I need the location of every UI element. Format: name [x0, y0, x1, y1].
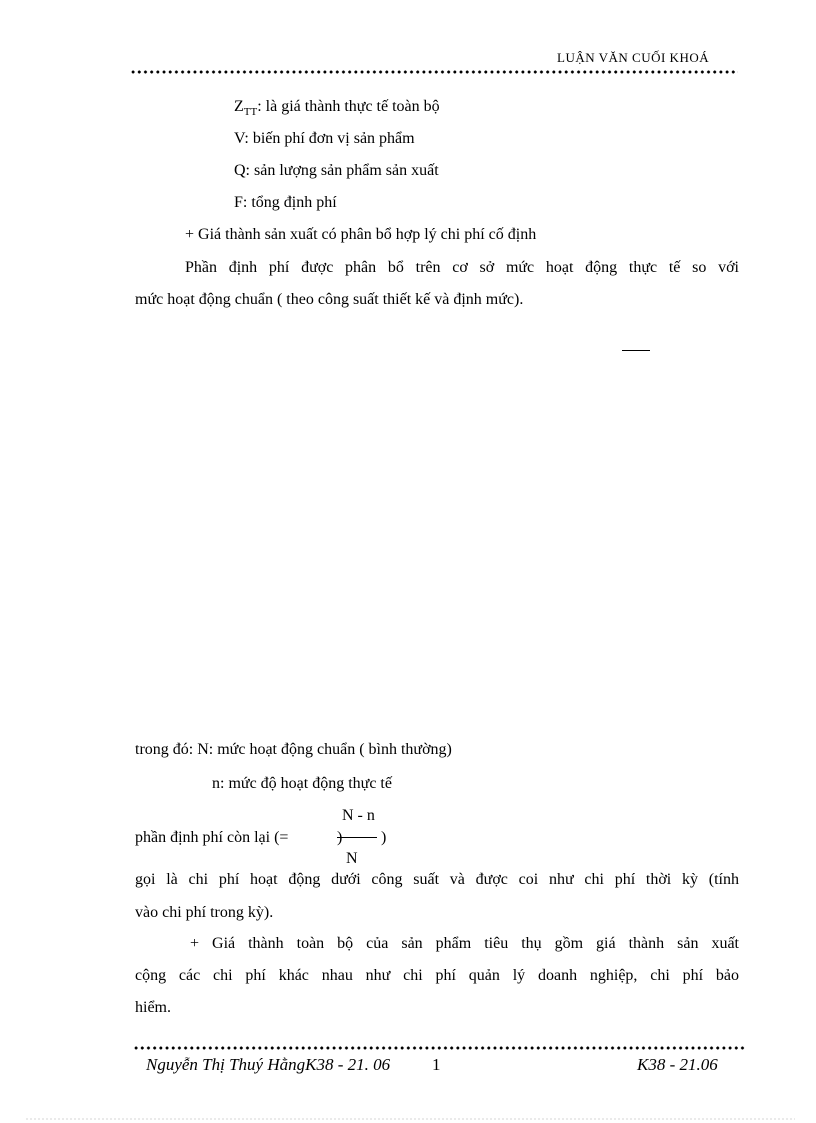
definition-symbol: Z	[234, 98, 244, 115]
paragraph-2-line-1: gọi là chi phí hoạt động dưới công suất và được coi như chi phí thời kỳ (tính	[135, 871, 739, 888]
bottom-faint-rule	[25, 1118, 795, 1120]
footer-author: Nguyễn Thị Thuý HằngK38 - 21. 06	[146, 1055, 391, 1074]
definition-ztt	[234, 97, 440, 122]
paragraph-1-line-1: Phần định phí được phân bổ trên cơ sở mức hoạt động thực tế so với	[185, 259, 739, 276]
formula-prefix: phần định phí còn lại (=	[135, 829, 289, 846]
footer-page-number: 1	[432, 1055, 441, 1074]
header-title: LUẬN VĂN CUỐI KHOÁ	[557, 50, 710, 65]
definition-q: Q: sản lượng sản phẩm sản xuất	[234, 162, 439, 179]
formula-denominator: N	[346, 850, 358, 867]
definition-text: : là giá thành thực tế toàn bộ	[257, 98, 440, 115]
formula-inner-paren	[337, 828, 342, 848]
definition-f: F: tổng định phí	[234, 194, 337, 211]
formula-fraction-rule	[622, 350, 650, 351]
footer-class-code: K38 - 21.06	[637, 1055, 718, 1074]
definition-v: V: biến phí đơn vị sản phẩm	[234, 130, 415, 147]
where-actual-activity: n: mức độ hoạt động thực tế	[212, 775, 392, 792]
header-dotted-rule	[130, 70, 738, 74]
formula-suffix: )	[381, 829, 387, 846]
formula-fraction-bar	[337, 837, 377, 838]
paragraph-3-line-2: cộng các chi phí khác nhau như chi phí quản lý doanh nghiệp, chi phí bảo	[135, 967, 739, 984]
footer-dotted-rule	[133, 1046, 745, 1050]
paragraph-1-line-2: mức hoạt động chuẩn ( theo công suất thiết kế và định mức).	[135, 291, 524, 308]
where-standard-activity: trong đó: N: mức hoạt động chuẩn ( bình thường)	[135, 741, 452, 758]
formula-numerator: N - n	[342, 807, 375, 824]
paragraph-2-line-2: vào chi phí trong kỳ).	[135, 904, 274, 921]
paragraph-3-line-3: hiểm.	[135, 999, 171, 1016]
paragraph-3-line-1: + Giá thành toàn bộ của sản phẩm tiêu thụ gồm giá thành sản xuất	[190, 935, 739, 952]
bullet-production-cost: + Giá thành sản xuất có phân bổ hợp lý chi phí cố định	[185, 226, 537, 243]
definition-subscript: TT	[243, 106, 258, 118]
